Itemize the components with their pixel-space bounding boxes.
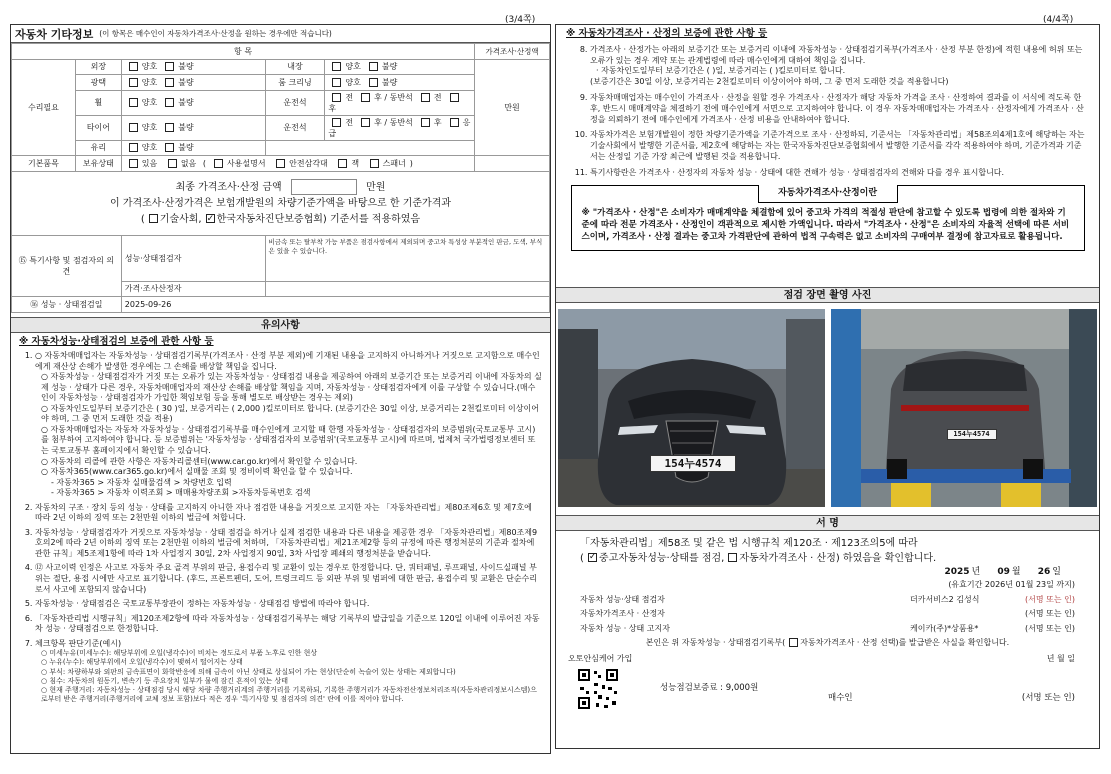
gloss-bad-checkbox[interactable] [165, 78, 174, 87]
glass-bad-checkbox[interactable] [165, 143, 174, 152]
performance-check-checkbox[interactable] [588, 553, 597, 562]
sign-title: 서 명 [556, 515, 1099, 531]
notifier-sign-row: 자동차 성능 · 상태 고지자 케이카(주)*상품용* (서명 또는 인) [580, 623, 1075, 633]
gloss-good-checkbox[interactable] [129, 78, 138, 87]
col-price-header: 가격조사·산정액 [475, 44, 550, 60]
cautions-heading: ※ 자동차성능·상태점검의 보증에 관한 사항 등 [19, 335, 214, 347]
other-info-title [11, 25, 550, 43]
insurance-row: 오토안심케어 가입 년 월 일 [568, 654, 1075, 664]
wheel-rear2-checkbox[interactable] [450, 93, 459, 102]
manual-checkbox[interactable] [214, 159, 223, 168]
caution-item-5: 5. 자동차성능 · 상태점검은 국토교통부장관이 정하는 자동차성능 · 상태점검 방법에 따라야 합니다. [35, 599, 542, 610]
final-price-unit: 만원 [366, 181, 386, 193]
fee-row: 성능점검보증료 : 9,000원 매수인 (서명 또는 인) [580, 667, 1075, 711]
rear-car-image [831, 309, 1098, 507]
wheel-rear-checkbox[interactable] [361, 93, 370, 102]
qr-code-icon[interactable] [576, 667, 620, 711]
opinion-label: ⑮ 특기사항 및 점검자의 의견 [12, 235, 122, 297]
left-page [10, 24, 551, 754]
wheel-driver-label: 운전석 [265, 90, 325, 115]
caution-item-7: 7. 체크항목 판단기준(예시) ○ 미세누유(미세누수): 해당부위에 오일(냉각수)이 비치는 정도로서 부품 노후로 인한 현상 ○ 누유(누수): 해당부위에서 오일(냉각수)이 맺혀서 떨어지는 상태 ○ 부식: 차량하부와 외판의 금속표면이 화학반응에 의해 금속이 아닌 상태로 상실되어 가는 현상(단순히 녹슬어 있는 상태는 제외합니다) ○ 침수: 자동차의 원동기, 변속기 등 주요장치 일부가 물에 잠긴 흔적이 있는 상태 ○ 현재 주행거리: 자동차성능 · 상태점검 당시 해당 차량 주행거리계의 주행거리를 기록하되, 기록한 주행거리가 자동차전산정보처리조직(자동차관리정보시스템)으로부터 받은 주행거리(주행거리에 교체 정보 포함)보다 적은 경우 '특기사항 및 점검자의 의견' 란에 이를 적어야 합니다. [35, 639, 542, 705]
interior-good-checkbox[interactable] [332, 62, 341, 71]
inspector-opinion: 비금속 또는 탈부착 가능 부품은 점검사항에서 제외되며 중고차 특성상 부분적인 판금, 도색, 부식은 있을 수 있습니다. [265, 235, 549, 281]
basis-line1: 이 가격조사·산정가격은 보험개발원의 차량기준가액을 바탕으로 한 기준가격과 [109, 197, 452, 209]
tire-good-checkbox[interactable] [129, 123, 138, 132]
cleaning-bad-checkbox[interactable] [369, 78, 378, 87]
glass-good-checkbox[interactable] [129, 143, 138, 152]
wheel-front-checkbox[interactable] [332, 93, 341, 102]
tire-rear-checkbox[interactable] [361, 118, 370, 127]
row-exterior: 외장 [75, 59, 121, 75]
other-info-table: 항 목 가격조사·산정액 수리필요 외장 양호 불량 내장 양호 불량 만원 광택 양호 불량 룸 크리닝 양호 불량 휠 양호 불량 운전석 전 후 / 동반석 전후 타이어 양호 불량 운전석 전 후 / 동반석 후 응급 유리 양호 불량 기본품목 보유상태 있음 없음 ( 사용설명서 안전삼각대 잭 스패너 ) 최종 가격조사·산정 금액 만원 이 가격조사·산정가격은 보험개발원의 차량기준가액을 바탕으로 한 기준가격과 ( 기술사회,✓ 한국자동차진단보증협회) 기준서를 적용하였음 ⑮ 특기사항 및 점검자의 의견 성능·상태점검자 비금속 또는 탈부착 가능 부품은 점검사항에서 제외되며 중고차 특성상 부분적인 판금, 도색, 부식은 있을 수 있습니다. 가격·조사산정자 ⑯ 성능 · 상태점검일 2025-09-26 [11, 43, 550, 313]
tire-bad-checkbox[interactable] [165, 123, 174, 132]
price-guarantee-notes [556, 25, 1099, 254]
price-guarantee-heading: ※ 자동차가격조사 · 산정의 보증에 관한 사항 등 [566, 28, 768, 39]
caution-item-6: 6. 「자동차관리법 시행규칙」제120조제2항에 따라 자동차성능 · 상태점검기록부는 해당 기록부의 발급일을 기준으로 120일 이내에 이루어진 자동차 성능 · 상태점검으로 한정합니다. [35, 614, 542, 635]
rear-plate: 154누4574 [947, 429, 997, 440]
tire-front-checkbox[interactable] [332, 118, 341, 127]
wheel-good-checkbox[interactable] [129, 98, 138, 107]
cautions-title: 유의사항 [11, 317, 550, 333]
right-page [555, 24, 1100, 749]
basic-item: 보유상태 [75, 156, 121, 172]
note-item-9: 9. 자동차매매업자는 매수인이 가격조사 · 산정을 원할 경우 가격조사 · 산정자가 해당 자동차 가격을 조사 · 산정하여 결과를 이 서식에 적도록 한 후, 반드시 매매계약을 체결하기 전에 매수인에게 서면으로 고지하여야 합니다. 이 경우 자동차매매업자는 가격조사 · 산정자에게 가격조사 · 산정을 의뢰하기 전에 매수인에게 가격조사 · 산정 비용을 안내하여야 합니다. [590, 93, 1089, 125]
final-price-input[interactable] [291, 179, 357, 195]
inspection-date-label: ⑯ 성능 · 상태점검일 [12, 297, 122, 313]
exterior-bad-checkbox[interactable] [165, 62, 174, 71]
front-car-image [558, 309, 825, 507]
inspector-sign-row: 자동차 성능·상태 점검자 더카서비스2 김성식 (서명 또는 인) [580, 594, 1075, 604]
row-gloss: 광택 [75, 75, 121, 91]
inspection-date-value: 2025-09-26 [121, 297, 549, 313]
caution-item-4: 4. ⑫ 사고이력 인정은 사고로 자동차 주요 골격 부위의 판금, 용접수리 및 교환이 있는 경우로 한정합니다. 단, 쿼터패널, 루프패널, 사이드실패널 부위는 절단, 용접 시에만 사고로 표기합니다. (후드, 프론트펜더, 도어, 트렁크리드 등 외판 부위 및 범퍼에 대한 판금, 용접수리 및 교환은 단순수리로서 사고에 포함되지 않습니다) [35, 563, 542, 595]
caution-item-3: 3. 자동차성능 · 상태점검자가 거짓으로 자동차성능 · 상태 점검을 하거나 실제 점검한 내용과 다른 내용을 제공한 경우 「자동차관리법」제80조제9호의2에 따라 2년 이하의 징역 또는 2천만원 이하의 벌금에 처하며, 「자동차관리법」제21조제2항 등의 규정에 따른 행정처분의 기준과 절차에 관한 규칙」제5조제1항에 따라 1차 사업정지 30일, 2차 사업정지 90일, 3차 사업장 폐쇄의 행정처분을 받습니다. [35, 528, 542, 560]
cleaning-good-checkbox[interactable] [332, 78, 341, 87]
final-price-label: 최종 가격조사·산정 금액 [175, 181, 282, 193]
price-check-checkbox[interactable] [728, 553, 737, 562]
sign-date: 2025 년 09 월 26 일 [944, 567, 1061, 577]
receipt-price-checkbox[interactable] [789, 638, 798, 647]
inspector-label: 성능·상태점검자 [121, 235, 265, 281]
price-inspector-label: 가격·조사산정자 [121, 281, 265, 297]
wheel-bad-checkbox[interactable] [165, 98, 174, 107]
exterior-good-checkbox[interactable] [129, 62, 138, 71]
section-note: (이 항목은 매수인이 자동차가격조사·산정을 원하는 경우에만 적습니다) [99, 29, 332, 38]
caution-item-2: 2. 자동차의 구조 · 장치 등의 성능 · 상태를 고지하지 아니한 자나 점검한 내용을 거짓으로 고지한 자는 「자동차관리법」제80조제6호 및 제7호에 따라 2년 이하의 징역 또는 2천만원 이하의 벌금에 처합니다. [35, 503, 542, 524]
cautions-notes [11, 333, 550, 712]
sign-section: 「자동차관리법」제58조 및 같은 법 시행규칙 제120조 · 제123조의5에 따라 (✓ 중고자동차성능·상태를 점검, 자동차가격조사 · 산정) 하였음을 확인합니다. 2025 년 09 월 26 일 (유효기간 2026년 01월 23일 까지) 자동차 성능·상태 점검자 더카서비스2 김성식 (서명 또는 인) 자동차가격조사 · 산정자 (서명 또는 인) 자동차 성능 · 상태 고지자 케이카(주)*상품용* (서명 또는 인) 본인은 위 자동차성능 · 상태점검기록부( 자동차가격조사 · 산정 선택)를 발급받은 사실을 확인합니다. 오토안심케어 가입 년 월 일 성능점검보증료 : 9,000원 매수인 (서명 또는 인) [556, 533, 1099, 715]
tech-society-checkbox[interactable] [149, 214, 158, 223]
front-plate: 154누4574 [650, 455, 736, 472]
page-number-right: (4/4쪽) [1043, 15, 1074, 25]
row-room-cleaning: 룸 크리닝 [265, 75, 325, 91]
disclaimer-title: 자동차가격조사·산정이란 [758, 185, 898, 203]
photos-title: 점검 장면 촬영 사진 [556, 287, 1099, 303]
inspection-photos [556, 305, 1099, 511]
spanner-checkbox[interactable] [370, 159, 379, 168]
wheel-front2-checkbox[interactable] [421, 93, 430, 102]
price-disclaimer-box [571, 185, 1085, 251]
tire-rear2-checkbox[interactable] [421, 118, 430, 127]
col-item-header: 항 목 [12, 44, 475, 60]
row-glass: 유리 [75, 140, 121, 156]
rear-photo [831, 309, 1098, 507]
caution-item-1: 1. ○ 자동차매매업자는 자동차성능 · 상태점검기록부(가격조사 · 산정 부분 제외)에 기재된 내용을 고지하지 아니하거나 거짓으로 고지함으로 매수인에게 재산상 손해가 발생한 경우에는 그 손해를 배상할 책임을 집니다. ○ 자동차성능 · 상태점검자가 거짓 또는 오류가 있는 자동차성능 · 상태점검 내용을 제공하여 아래의 보증기간 또는 보증거리 이내에 자동차의 실제 성능 · 상태가 다른 경우, 자동차매매업자의 재산상 손해를 배상할 책임을 지며, 자동차성능 · 상태점검자에게 이를 구상할 수 있습니다.(매수인이 자동차성능 · 상태점검자가 가입한 책임보험 등을 통해 별도로 배상받는 경우는 제외) ○ 자동차인도일부터 보증기간은 ( 30 )일, 보증거리는 ( 2,000 )킬로미터로 합니다. (보증기간은 30일 이상, 보증거리는 2천킬로미터 이상이어야 하며, 그 중 먼저 도래한 것을 적용) ○ 자동차매매업자는 자동차 자동차성능 · 상태점검기록부를 매수인에게 고지할 때 한행 자동차성능 · 상태점검자의 보증범위(국토교통부 고시)를 첨부하여 고지하여야 합니다. 등 보증범위는 '자동차성능 · 상태점검자의 보증범위'(국토교통부 고시)에 따르며, 법제처 국가법령정보센터 또는 국토교통부 홈페이지에서 확인할 수 있습니다. ○ 자동차의 리콜에 관한 사항은 자동차리콜센터(www.car.go.kr)에서 확인할 수 있습니다. ○ 자동차365(www.car365.go.kr)에서 실매물 조회 및 정비이력 확인을 할 수 있습니다. - 자동차365 > 자동차 실매물검색 > 차량번호 입력 - 자동차365 > 자동차 이력조회 > 매매용차량조회 >자동차등록번호 검색 [35, 351, 542, 499]
validity-note: (유효기간 2026년 01월 23일 까지) [948, 580, 1075, 590]
jack-checkbox[interactable] [338, 159, 347, 168]
row-wheel: 휠 [75, 90, 121, 115]
price-sign-row: 자동차가격조사 · 산정자 (서명 또는 인) [580, 609, 1075, 619]
basic-none-checkbox[interactable] [168, 159, 177, 168]
repair-label: 수리필요 [12, 59, 76, 156]
row-interior: 내장 [265, 59, 325, 75]
receipt-line: 본인은 위 자동차성능 · 상태점검기록부( 자동차가격조사 · 산정 선택)를 발급받은 사실을 확인합니다. [645, 638, 1010, 648]
basic-label: 기본품목 [12, 156, 76, 172]
note-item-11: 11. 특기사항란은 가격조사 · 산정자의 자동차 성능 · 상태에 대한 견해가 성능 · 상태점검자의 견해와 다를 경우 표시합니다. [590, 168, 1089, 179]
basic-has-checkbox[interactable] [129, 159, 138, 168]
section-title: 자동차 기타정보 [15, 27, 94, 41]
note-item-10: 10. 자동차가격은 보험개발원이 정한 차량기준가액을 기준가격으로 조사 · 산정하되, 기준서는 「자동차관리법」제58조의4제1호에 해당하는 자는 기술사회에서 발행한 기준서를, 제2호에 해당하는 자는 한국자동차진단보증협회에서 발행한 기준서를 각각 적용하여야 하며, 기준가격과 기준서는 산정일 기준 가장 최근에 발행된 것을 적용합니다. [590, 130, 1089, 162]
front-photo [558, 309, 825, 507]
tire-driver-label: 운전석 [265, 115, 325, 140]
sign-line1: 「자동차관리법」제58조 및 같은 법 시행규칙 제120조 · 제123조의5에 따라 [580, 538, 918, 549]
kadg-checkbox[interactable] [206, 214, 215, 223]
price-unit: 만원 [475, 59, 550, 156]
tire-emergency-checkbox[interactable] [450, 118, 459, 127]
page-number-left: (3/4쪽) [505, 15, 536, 25]
disclaimer-text: ※ "가격조사 · 산정"은 소비자가 매매계약을 체결함에 있어 중고차 가격의 적절성 판단에 참고할 수 있도록 법령에 의한 절차와 기준에 따라 전문 가격조사 · 산정인이 객관적으로 제시한 가액입니다. 따라서 "가격조사 · 산정"은 소비자의 자율적 선택에 따른 서비스이며, 가격조사 · 산정 결과는 중고차 가격판단에 관하여 법적 구속력은 없고 소비자의 구매여부 결정에 참고자료로 활용됩니다. [581, 207, 1070, 243]
row-tire: 타이어 [75, 115, 121, 140]
note-item-8: 8. 가격조사 · 산정가는 아래의 보증기간 또는 보증거리 이내에 자동차성능 · 상태점검기록부(가격조사 · 산정 부분 한정)에 적힌 내용에 허위 또는 오류가 있는 경우 계약 또는 관계법령에 따라 매수인에게 대하여 책임을 집니다. · 자동차인도일부터 보증기간은 ( )일, 보증거리는 ( )킬로미터로 합니다. (보증기간은 30일 이상, 보증거리는 2천킬로미터 이상이어야 하며, 그 중 먼저 도래한 것을 적용합니다) [590, 45, 1089, 88]
triangle-checkbox[interactable] [276, 159, 285, 168]
interior-bad-checkbox[interactable] [369, 62, 378, 71]
